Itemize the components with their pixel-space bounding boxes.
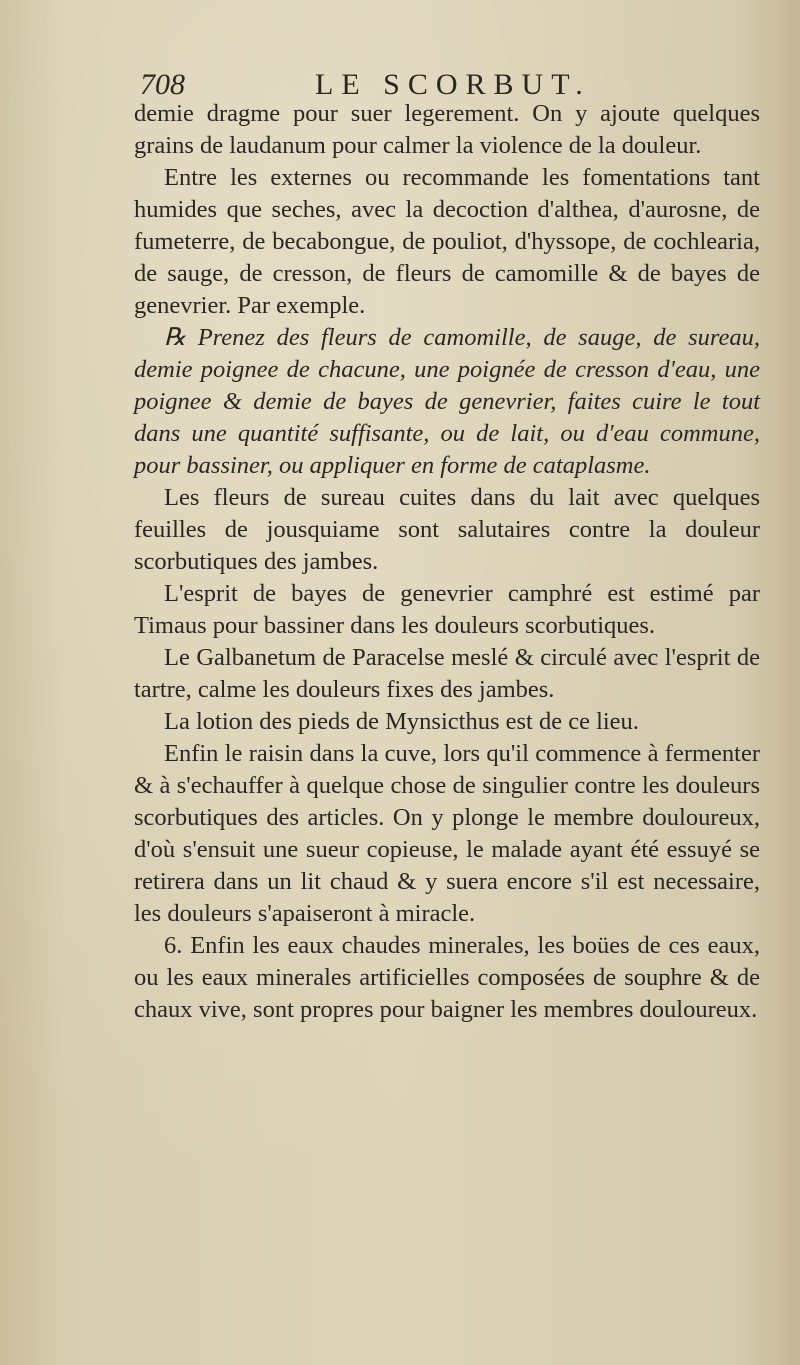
paragraph-galbanetum: Le Galbanetum de Paracelse meslé & circulé avec l'esprit de tartre, calme les douleurs fixes des jambes. — [134, 644, 760, 703]
paragraph-eaux-minerales: 6. Enfin les eaux chaudes minerales, les boües de ces eaux, ou les eaux minerales artificielles composées de souphre & de chaux vive, sont propres pour baigner les membres douloureux. — [134, 932, 760, 1023]
paragraph-continuation: demie dragme pour suer legerement. On y ajoute quelques grains de laudanum pour calmer la violence de la douleur. — [134, 100, 760, 159]
running-title: LE SCORBUT. — [315, 68, 591, 101]
paragraph-genevrier: L'esprit de bayes de genevrier camphré est estimé par Timaus pour bassiner dans les douleurs scorbutiques. — [134, 580, 760, 639]
paragraph-raisin: Enfin le raisin dans la cuve, lors qu'il commence à fermenter & à s'echauffer à quelque chose de singulier contre les douleurs scorbutiques des articles. On y plonge le membre douloureux, d'où s'ensuit une sueur copieuse, le malade ayant été essuyé se retirera dans un lit chaud & y suera encore s'il est necessaire, les douleurs s'apaiseront à miracle. — [134, 740, 760, 927]
body-text — [134, 98, 760, 1026]
page-number: 708 — [140, 68, 185, 101]
paragraph-lotion: La lotion des pieds de Mynsicthus est de ce lieu. — [164, 708, 639, 735]
paragraph-external-remedies: Entre les externes ou recommande les fomentations tant humides que seches, avec la decoction d'althea, d'aurosne, de fumeterre, de becabongue, de pouliot, d'hyssope, de cochlearia, de sauge, de cresson, de fleurs de camomille & de bayes de genevrier. Par exemple. — [134, 164, 760, 319]
paragraph-recipe: ℞ Prenez des fleurs de camomille, de sauge, de sureau, demie poignee de chacune, une poignée de cresson d'eau, une poignee & demie de bayes de genevrier, faites cuire le tout dans une quantité suffisante, ou de lait, ou d'eau commune, pour bassiner, ou appliquer en forme de cataplasme. — [134, 324, 760, 479]
paragraph-sureau: Les fleurs de sureau cuites dans du lait avec quelques feuilles de jousquiame sont salutaires contre la douleur scorbutiques des jambes. — [134, 484, 760, 575]
